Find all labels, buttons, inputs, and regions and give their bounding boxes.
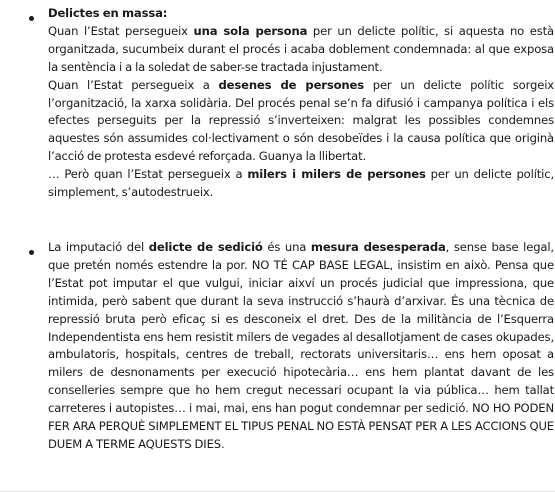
paragraph-imputacio-sedicio	[48, 239, 554, 454]
section-heading: Delictes en massa:	[48, 6, 168, 20]
text-run: és una	[262, 240, 311, 254]
text-run: per un delicte polític, si aquesta no està organitzada, sucumbeix durant el procés i acaba doblement condemnada: al que exposa la sentència i a la soledat de saber-se tractada injustament.	[48, 23, 554, 74]
text-run: Quan l’Estat persegueix a	[48, 77, 219, 92]
text-run: per un delicte polític, simplement, s’autodestrueix.	[48, 167, 554, 200]
text-run: Quan l’Estat persegueix	[48, 23, 194, 38]
section-delictes-en-massa	[48, 5, 554, 202]
bold-text: delicte de sedició	[148, 240, 263, 254]
bold-text: milers i milers de persones	[247, 167, 426, 182]
bold-text: una sola persona	[193, 23, 308, 38]
text-run: … Però quan l’Estat persegueix a	[48, 167, 248, 182]
bold-text: mesura desesperada	[310, 240, 446, 254]
bullet-point-1	[29, 16, 34, 21]
paragraph-desenes-de-persones	[48, 77, 554, 167]
bold-text: desenes de persones	[218, 77, 364, 92]
bullet-point-2	[29, 250, 34, 255]
text-run: , sense base legal, que pretén només estendre la por. NO TÉ CAP BASE LEGAL, insistim en això. Pensa que l’Estat pot imputar el que vulgui, iniciar aixví un procés judicial que impressiona, que intimida, però sabent que durant la seva instrucció s’haurà d’arxivar. És una tècnica de repressió bruta però eficaç si es desconeix el dret. Des de la militància de l’Esquerra Independentista ens hem resistit milers de vegades al desallotjament de cases okupades, ambulatoris, hospitals, centres de treball, rectorats universitaris… ens hem oposat a milers de desnonaments per execució hipotecària… ens hem plantat davant de les conselleries sempre que ho hem cregut necessari ocupant la via pública… hem tallat carreteres i autopistes… i mai, mai, ens han pogut condemnar per sedició. NO HO PODEN FER ARA PERQUÈ SIMPLEMENT EL TIPUS PENAL NO ESTÀ PENSAT PER A LES ACCIONS QUE DUEM A TERME AQUESTS DIES.	[48, 240, 554, 451]
paragraph-milers-de-persones	[48, 166, 554, 202]
text-run: La imputació del	[48, 240, 149, 254]
text-run: per un delicte polític sorgeix l’organització, la xarxa solidària. Del procés penal se’n fa difusió i campanya política i els efectes perseguits per la repressió s’inverteixen: malgrat les possibles condemnes aquestes són assumides col·lectivament o són desobeïdes i la causa política que originà l’acció de protesta esdevé reforçada. Guanya la llibertat.	[48, 77, 555, 164]
paragraph-una-sola-persona	[48, 23, 554, 77]
section-delicte-de-sedicio	[48, 239, 554, 454]
